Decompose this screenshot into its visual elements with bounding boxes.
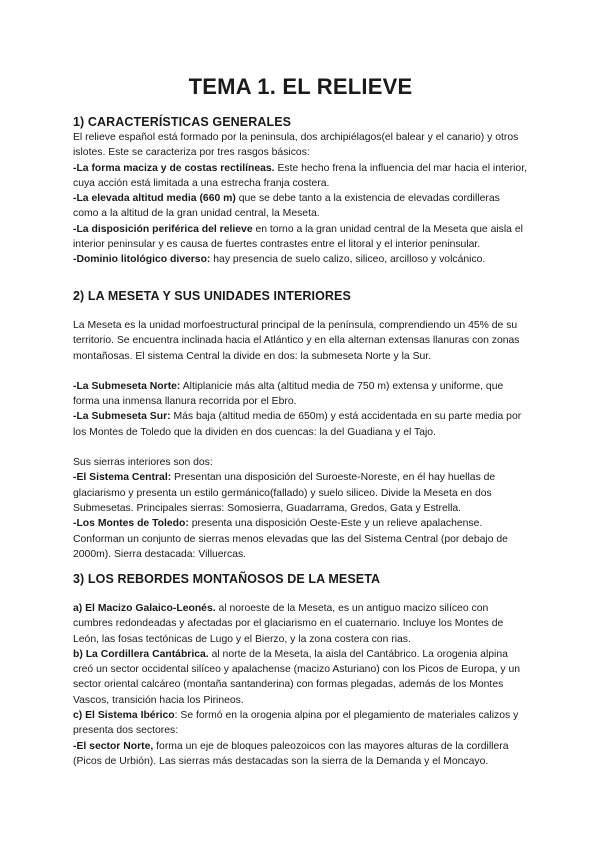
item-text: Más baja (altitud media de 650m) y está accidentada en su parte media por los Montes de Toledo que la dividen en dos cuencas: la del Guadiana y el Tajo. (73, 411, 522, 438)
item-text: que se debe tanto a la existencia de elevadas cordilleras como a la altitud de la gran unidad central, la Meseta. (73, 193, 500, 220)
item-term: a) El Macizo Galaico-Leonés. (73, 603, 216, 614)
item-text: Altiplanicie más alta (altitud media de 750 m) extensa y uniforme, que forma una inmensa llanura recorrida por el Ebro. (73, 380, 504, 408)
section-2-intro: La Meseta es la unidad morfoestructural principal de la península, comprendiendo un 45% de su territorio. Se encuentra inclinada hacia el Atlántico y en ella alternan extensas llanuras con zonas montañosas. El sistema Central la divide en dos: la submeseta Norte y la Sur. (73, 320, 520, 362)
item-term: -El sector Norte, (73, 740, 154, 752)
item-text: presenta una disposición Oeste-Este y un relieve apalachense. Conforman un conjunto de sierras menos elevadas que las del Sistema Central (por debajo de 2000m). Sierra destacada: Villuercas. (73, 518, 508, 560)
section-3-heading: 3) LOS REBORDES MONTAÑOSOS DE LA MESETA (73, 572, 381, 586)
item-term: c) El Sistema Ibérico (73, 710, 175, 722)
item-text: Este hecho frena la influencia del mar hacia el interior, cuya acción está limitada a una estrecha franja costera. (73, 162, 527, 189)
item-term: -La Submeseta Norte: (73, 380, 181, 392)
item-term: -El Sistema Central: (73, 472, 172, 484)
item-term: -La forma maciza y de costas rectilíneas. (73, 162, 275, 174)
item-text: forma un eje de bloques paleozoicos con las mayores alturas de la cordillera (Picos de Urbión). Las sierras más destacadas son la sierra de la Demanda y el Moncayo. (73, 740, 509, 767)
item-text: hay presencia de suelo calizo, siliceo, arcilloso y volcánico. (210, 254, 486, 266)
sierras-intro: Sus sierras interiores son dos: (73, 457, 213, 469)
section-1 (73, 114, 528, 268)
page-title: TEMA 1. EL RELIEVE (188, 74, 413, 99)
submeseta-item (73, 409, 528, 440)
submeseta-item (73, 379, 528, 410)
item-text: Presentan una disposición del Suroeste-Noreste, en él hay huellas de glaciarismo y presenta un estilo germánico(fallado) y suelo siliceo. Divide la Meseta en dos Submesetas. Principales sierras: Somosierra, Guadarrama, Gredos, Gata y Estrella. (73, 472, 496, 514)
section-2-heading: 2) LA MESETA Y SUS UNIDADES INTERIORES (73, 289, 351, 303)
sierra-item (73, 516, 528, 562)
item-text: al noroeste de la Meseta, es un antiguo macizo silíceo con cumbres redondeadas y afectadas por el glaciarismo en el cuaternario. Incluye los Montes de León, las fosas tectónicas de Lugo y el Bierzo, y la zona costera con rias. (73, 603, 504, 645)
item-term: -Dominio litológico diverso: (73, 254, 211, 266)
section-1-item (73, 252, 528, 267)
item-term: -La elevada altitud media (660 m) (73, 193, 236, 205)
section-2 (73, 288, 528, 562)
reborde-item (73, 647, 528, 708)
item-text: al norte de la Meseta, la aisla del Cantábrico. La orogenia alpina creó un sector occidental silíceo y apalachense (macizo Asturiano) con los Picos de Europa, y un sector oriental calcáreo (montaña santanderina) con formas plegadas, además de los Montes Vascos, transición hacia los Pirineos. (73, 648, 521, 706)
item-text: : Se formó en la orogenia alpina por el plegamiento de materiales calizos y presenta dos sectores: (73, 710, 519, 737)
section-1-intro: El relieve español está formado por la peninsula, dos archipiélagos(el balear y el canario) y otros islotes. Este se caracteriza por tres rasgos básicos: (73, 132, 519, 159)
section-1-heading: 1) CARACTERÍSTICAS GENERALES (73, 115, 292, 129)
item-term: b) La Cordillera Cantábrica. (73, 648, 209, 660)
item-term: -La Submeseta Sur: (73, 411, 171, 423)
reborde-item (73, 739, 528, 770)
item-term: -Los Montes de Toledo: (73, 518, 189, 530)
reborde-item (73, 708, 528, 739)
sierra-item (73, 470, 528, 516)
section-1-item (73, 222, 528, 253)
section-1-item (73, 191, 528, 222)
item-text: en torno a la gran unidad central de la Meseta que aisla el interior peninsular y es causa de fuertes contrastes entre el litoral y el interior peninsular. (73, 223, 523, 251)
reborde-item (73, 601, 528, 647)
section-3 (73, 571, 528, 769)
section-1-item (73, 161, 528, 192)
item-term: -La disposición periférica del relieve (73, 223, 253, 235)
